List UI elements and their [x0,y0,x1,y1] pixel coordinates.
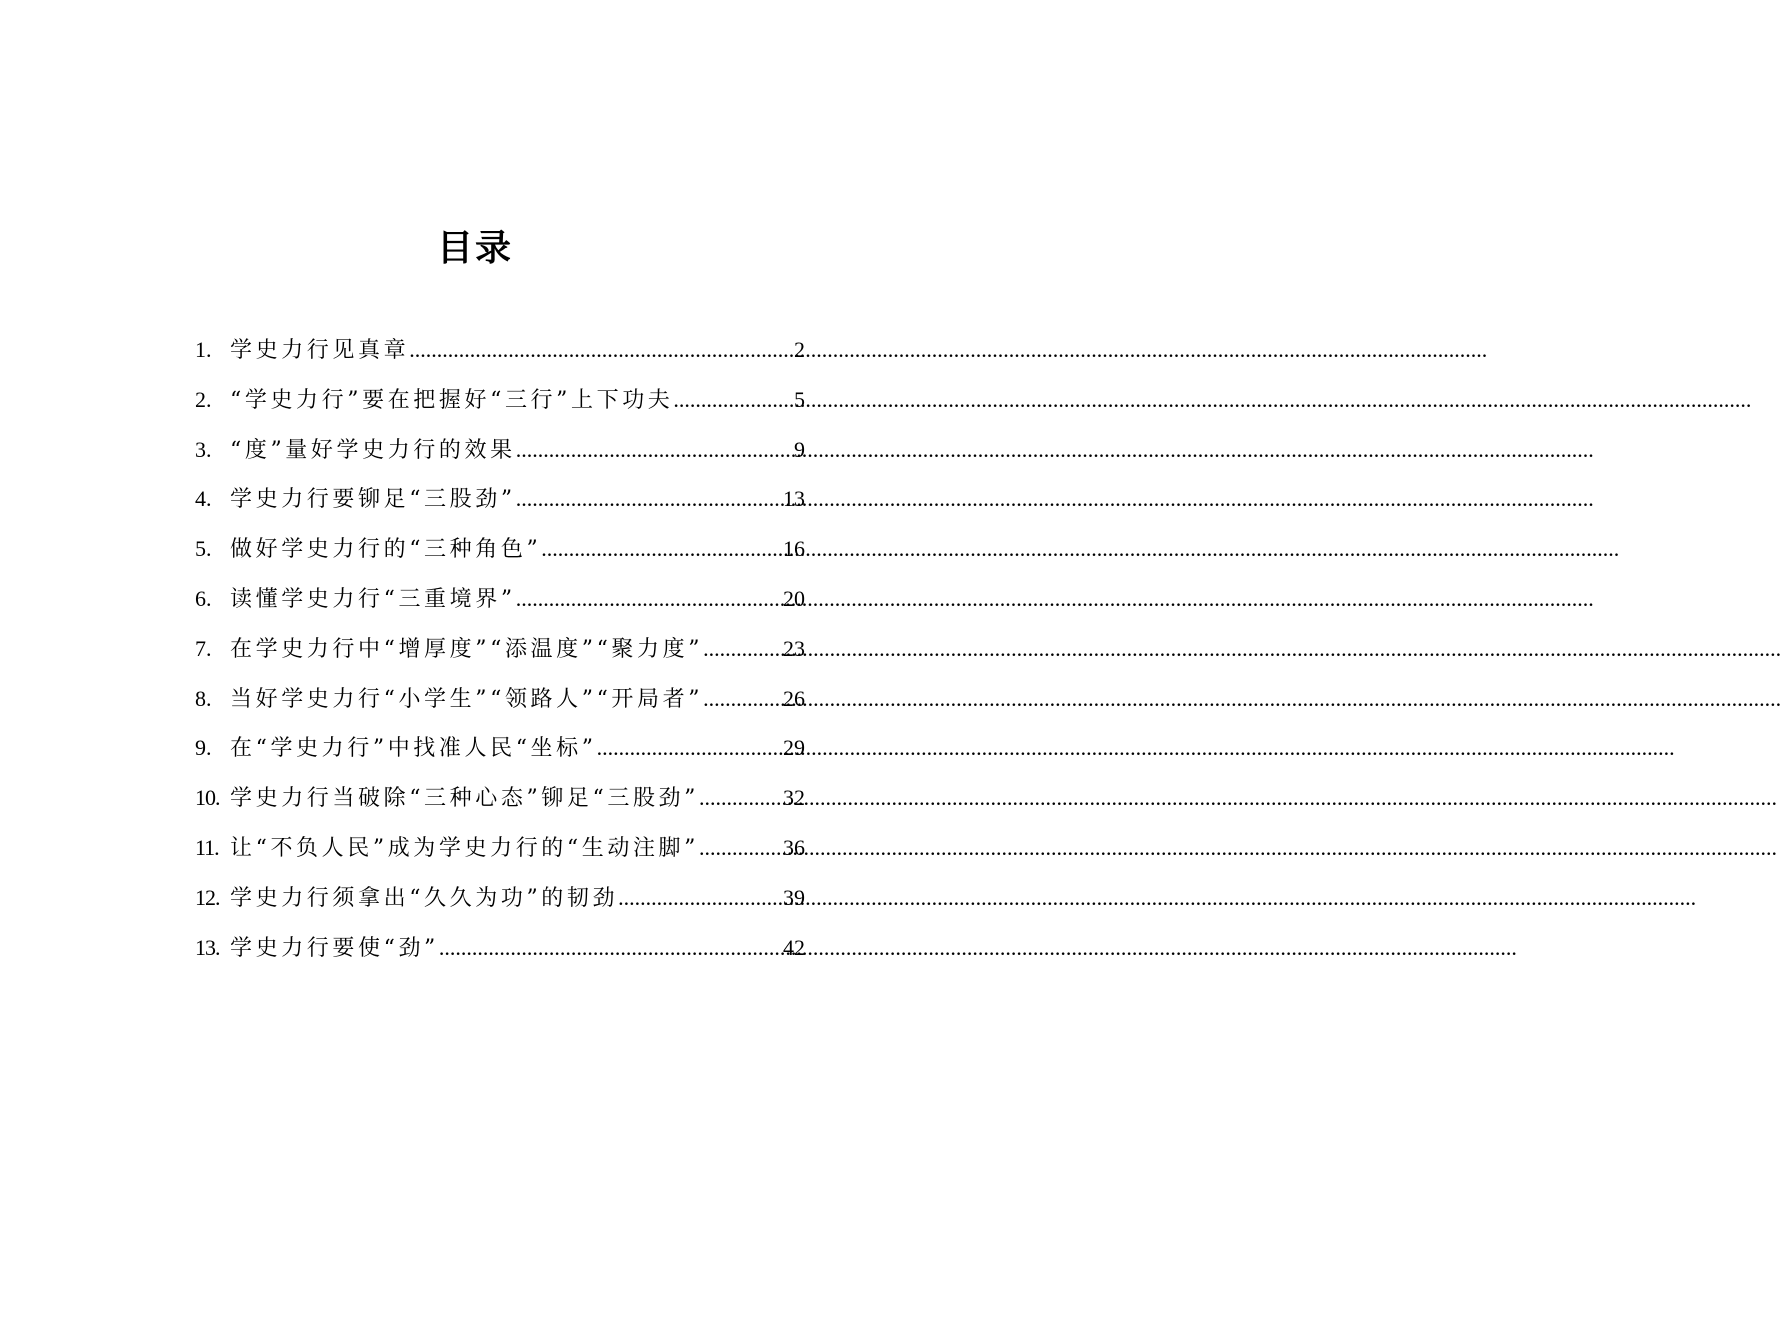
toc-entry-5[interactable] [195,526,805,576]
toc-entry-page: 32 [783,785,805,811]
toc-entry-number: 3. [195,436,212,462]
toc-entry-title: 在“学史力行”中找准人民“坐标” [230,736,597,762]
toc-entry-title: “学史力行”要在把握好“三行”上下功夫 [230,387,674,413]
toc-entry-title: 学史力行要使“劲” [230,935,439,961]
toc-entry-number: 10. [195,785,220,811]
toc-entry-6[interactable] [195,576,805,626]
toc-entry-title: 学史力行见真章 [230,338,410,363]
toc-entry-13[interactable] [195,925,805,975]
toc-entry-11[interactable] [195,825,805,875]
toc-list [195,327,805,974]
toc-entry-title: 学史力行要铆足“三股劲” [230,487,516,513]
toc-entry-number: 11. [195,834,219,860]
toc-entry-number: 7. [195,635,212,661]
toc-leader-dots [516,427,794,473]
toc-entry-number: 9. [195,735,212,761]
toc-leader-dots [699,775,783,821]
toc-title: 目录 [436,227,513,269]
toc-leader-dots [516,476,783,522]
toc-leader-dots [597,725,783,771]
toc-entry-page: 39 [783,884,805,910]
toc-entry-4[interactable] [195,476,805,526]
toc-entry-title: 学史力行当破除“三种心态”铆足“三股劲” [230,786,699,812]
toc-leader-dots [409,327,794,373]
toc-entry-page: 20 [783,585,805,611]
toc-entry-title: 读懂学史力行“三重境界” [230,586,516,612]
toc-entry-12[interactable] [195,875,805,925]
toc-entry-page: 29 [783,735,805,761]
toc-entry-8[interactable] [195,676,805,726]
toc-entry-page: 5 [794,386,805,412]
toc-entry-7[interactable] [195,626,805,676]
toc-entry-9[interactable] [195,725,805,775]
toc-entry-page: 9 [794,436,805,462]
toc-entry-title: 让“不负人民”成为学史力行的“生动注脚” [230,835,699,861]
toc-leader-dots [673,377,794,423]
toc-entry-number: 4. [195,486,212,512]
toc-entry-page: 13 [783,486,805,512]
toc-entry-number: 5. [195,536,212,562]
toc-entry-title: “度”量好学史力行的效果 [230,437,516,463]
toc-entry-page: 16 [783,536,805,562]
toc-entry-1[interactable] [195,327,805,377]
toc-entry-number: 8. [195,685,212,711]
toc-leader-dots [699,825,783,871]
toc-entry-number: 1. [195,337,212,362]
toc-entry-page: 42 [783,934,805,960]
toc-entry-page: 26 [783,685,805,711]
toc-entry-page: 2 [794,337,805,362]
toc-leader-dots [439,925,783,971]
toc-entry-title: 在学史力行中“增厚度”“添温度”“聚力度” [230,636,704,662]
toc-entry-page: 36 [783,834,805,860]
toc-leader-dots [618,875,783,921]
toc-entry-number: 13. [195,934,220,960]
toc-entry-2[interactable] [195,377,805,427]
toc-entry-10[interactable] [195,775,805,825]
toc-leader-dots [703,676,783,722]
toc-entry-title: 做好学史力行的“三种角色” [230,537,542,563]
toc-leader-dots [516,576,783,622]
toc-entry-number: 6. [195,585,212,611]
toc-leader-dots [703,626,783,672]
toc-entry-title: 学史力行须拿出“久久为功”的韧劲 [230,885,619,911]
toc-entry-number: 2. [195,386,212,412]
toc-leader-dots [541,526,783,572]
toc-entry-title: 当好学史力行“小学生”“领路人”“开局者” [230,686,704,712]
toc-entry-number: 12. [195,884,220,910]
toc-entry-3[interactable] [195,427,805,477]
toc-entry-page: 23 [783,635,805,661]
